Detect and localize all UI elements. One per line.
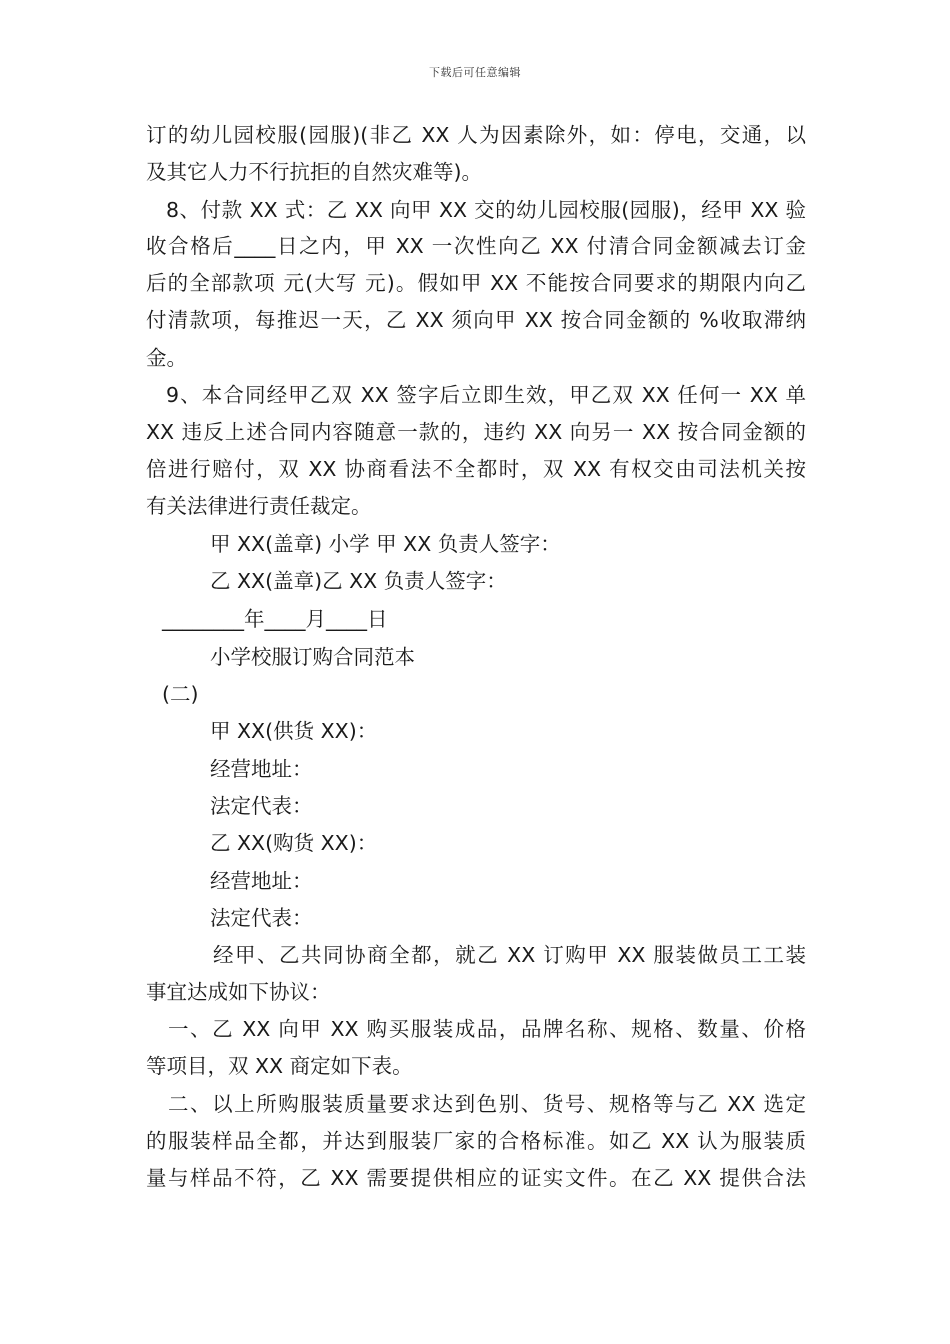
text-line: 一、乙 XX 向甲 XX 购买服装成品，品牌名称、规格、数量、价格	[168, 1017, 806, 1041]
text-line: 有关法律进行责任裁定。	[146, 494, 372, 518]
text-line: 订的幼儿园校服(园服)(非乙 XX 人为因素除外，如：停电，交通，以	[146, 123, 806, 147]
party-b-address: 经营地址：	[210, 869, 313, 893]
text-line: 二、以上所购服装质量要求达到色别、货号、规格等与乙 XX 选定	[168, 1092, 806, 1116]
text-line: 金。	[146, 346, 187, 370]
text-line: 的服装样品全都，并达到服装厂家的合格标准。如乙 XX 认为服装质	[146, 1129, 806, 1153]
text-line: 后的全部款项 元(大写 元)。假如甲 XX 不能按合同要求的期限内向乙	[146, 271, 806, 295]
text-line: 经甲、乙共同协商全都，就乙 XX 订购甲 XX 服装做员工工装	[213, 943, 806, 967]
text-line: XX 违反上述合同内容随意一款的，违约 XX 向另一 XX 按合同金额的	[146, 420, 806, 444]
text-line: 及其它人力不行抗拒的自然灾难等)。	[146, 160, 482, 184]
text-line: 事宜达成如下协议：	[146, 980, 331, 1004]
party-a-address: 经营地址：	[210, 757, 313, 781]
signature-line-party-b: 乙 XX(盖章)乙 XX 负责人签字：	[210, 569, 507, 593]
text-line: 付清款项，每推迟一天，乙 XX 须向甲 XX 按合同金额的 %收取滞纳	[146, 308, 806, 332]
text-line: 倍进行赔付，双 XX 协商看法不全都时，双 XX 有权交由司法机关按	[146, 457, 806, 481]
page-header-note: 下载后可任意编辑	[429, 66, 521, 79]
section-number: (二)	[162, 682, 199, 706]
text-line: 量与样品不符，乙 XX 需要提供相应的证实文件。在乙 XX 提供合法	[146, 1166, 806, 1190]
date-line: ________年____月____日	[162, 607, 388, 631]
text-line: 收合格后____日之内，甲 XX 一次性向乙 XX 付清合同金额减去订金	[146, 234, 806, 258]
party-b-label: 乙 XX(购货 XX)：	[210, 831, 378, 855]
party-a-label: 甲 XX(供货 XX)：	[210, 719, 378, 743]
party-a-representative: 法定代表：	[210, 794, 313, 818]
text-line: 9、本合同经甲乙双 XX 签字后立即生效，甲乙双 XX 任何一 XX 单	[166, 383, 806, 407]
signature-line-party-a: 甲 XX(盖章) 小学 甲 XX 负责人签字：	[210, 532, 561, 556]
section-title: 小学校服订购合同范本	[210, 645, 415, 669]
text-line: 等项目，双 XX 商定如下表。	[146, 1054, 413, 1078]
text-line: 8、付款 XX 式：乙 XX 向甲 XX 交的幼儿园校服(园服)，经甲 XX 验	[166, 198, 806, 222]
party-b-representative: 法定代表：	[210, 906, 313, 930]
